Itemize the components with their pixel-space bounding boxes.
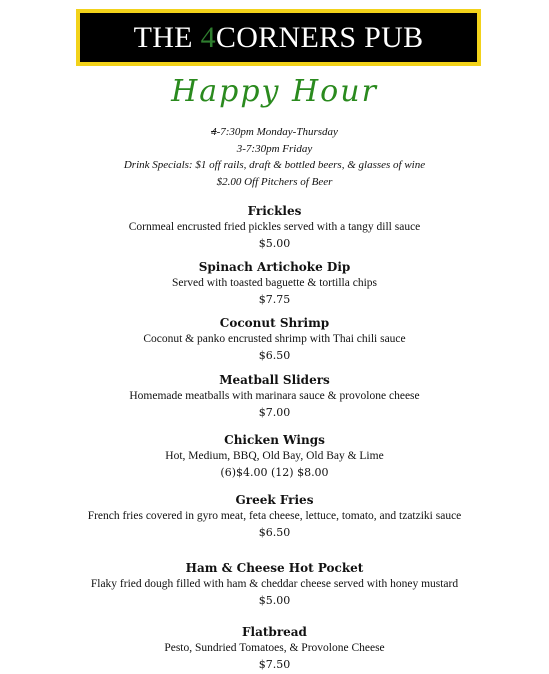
menu-item: [0, 315, 549, 365]
item-price: $6.50: [258, 349, 291, 362]
pitcher-special: $2.00 Off Pitchers of Beer: [216, 175, 333, 188]
item-price: $6.50: [258, 526, 291, 539]
menu-item: [0, 259, 549, 309]
pub-name: [134, 21, 424, 55]
item-name: Chicken Wings: [224, 433, 325, 447]
menu-item: [0, 560, 549, 610]
happy-hour-title: Happy Hour: [171, 74, 378, 109]
weekday-hours-text: -7:30pm Monday-Thursday: [216, 126, 338, 138]
item-description: Hot, Medium, BBQ, Old Bay, Old Bay & Lime: [165, 450, 384, 462]
item-name: Spinach Artichoke Dip: [198, 260, 351, 274]
item-name: Meatball Sliders: [219, 373, 330, 387]
item-name: Flatbread: [242, 625, 307, 639]
item-name: Frickles: [247, 204, 302, 218]
item-price: $7.50: [258, 658, 291, 671]
menu-item: [0, 372, 549, 422]
pub-name-post: CORNERS PUB: [215, 20, 424, 54]
item-description: Cornmeal encrusted fried pickles served with a tangy dill sauce: [128, 221, 421, 233]
item-name: Coconut Shrimp: [219, 316, 330, 330]
item-price: $7.75: [258, 293, 291, 306]
item-name: Ham & Cheese Hot Pocket: [185, 561, 364, 575]
menu-item: [0, 492, 549, 542]
struck-hour: 4: [211, 126, 217, 138]
item-price: (6)$4.00 (12) $8.00: [220, 466, 329, 479]
weekday-hours: [0, 124, 549, 141]
item-description: Flaky fried dough filled with ham & cheddar cheese served with honey mustard: [90, 578, 459, 590]
friday-hours: 3-7:30pm Friday: [236, 142, 313, 155]
pub-name-number: 4: [200, 20, 216, 54]
menu-item: [0, 432, 549, 482]
item-description: Pesto, Sundried Tomatoes, & Provolone Cheese: [164, 642, 385, 654]
item-price: $5.00: [258, 594, 291, 607]
item-description: French fries covered in gyro meat, feta cheese, lettuce, tomato, and tzatziki sauce: [87, 510, 462, 522]
pub-name-pre: THE: [133, 20, 201, 54]
pub-name-banner: [76, 9, 481, 66]
item-description: Coconut & panko encrusted shrimp with Thai chili sauce: [143, 333, 406, 345]
menu-item: [0, 624, 549, 674]
item-description: Homemade meatballs with marinara sauce & provolone cheese: [129, 390, 420, 402]
item-price: $7.00: [258, 406, 291, 419]
menu-item: [0, 203, 549, 253]
happy-hour-details: [0, 124, 549, 190]
item-price: $5.00: [258, 237, 291, 250]
drink-specials: Drink Specials: $1 off rails, draft & bottled beers, & glasses of wine: [123, 159, 426, 171]
item-description: Served with toasted baguette & tortilla chips: [171, 277, 378, 289]
item-name: Greek Fries: [235, 493, 314, 507]
